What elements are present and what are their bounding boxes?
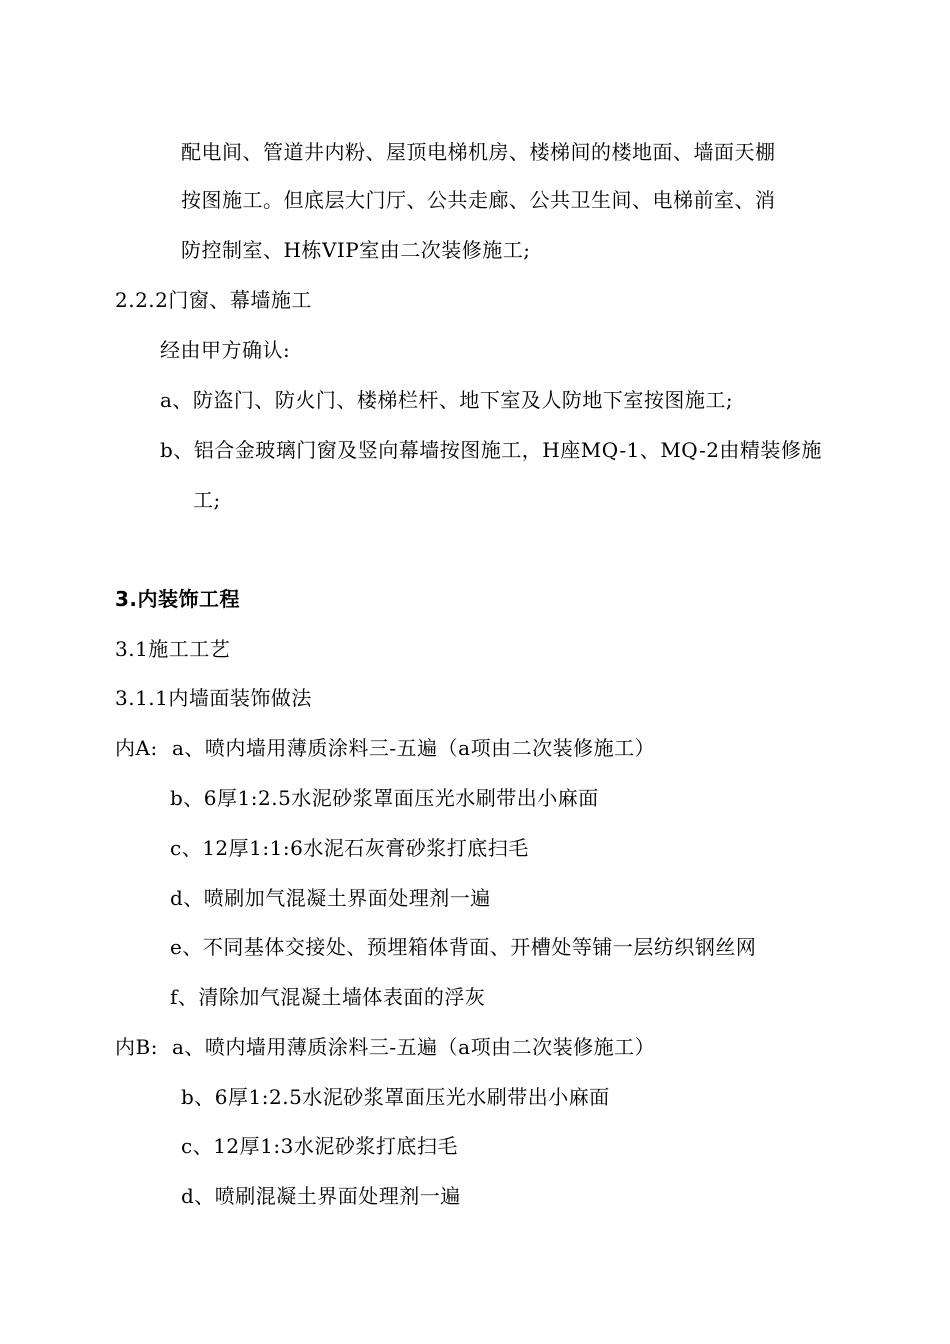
nei-a-label: 内A: <box>115 736 158 760</box>
nei-a-item: d、喷刷加气混凝土界面处理剂一遍 <box>170 886 491 910</box>
section-heading-3: 3.内装饰工程 <box>115 587 241 611</box>
nei-a-item: b、6厚1:2.5水泥砂浆罩面压光水刷带出小麻面 <box>170 786 599 810</box>
nei-b-label: 内B: <box>115 1035 158 1059</box>
section-heading-3-1: 3.1施工工艺 <box>115 637 231 661</box>
nei-a-item: e、不同基体交接处、预埋箱体背面、开槽处等铺一层纺织钢丝网 <box>170 935 757 959</box>
intro-text: 经由甲方确认: <box>160 338 291 362</box>
paragraph-line: 按图施工。但底层大门厅、公共走廊、公共卫生间、电梯前室、消 <box>181 188 776 212</box>
section-heading-3-1-1: 3.1.1内墙面装饰做法 <box>115 686 312 710</box>
nei-b-item: d、喷刷混凝土界面处理剂一遍 <box>181 1184 461 1208</box>
nei-b-item: a、喷内墙用薄质涂料三-五遍（a项由二次装修施工） <box>172 1035 656 1059</box>
paragraph-line: 防控制室、H栋VIP室由二次装修施工; <box>181 238 531 262</box>
list-item-a: a、防盗门、防火门、楼梯栏杆、地下室及人防地下室按图施工; <box>160 388 734 412</box>
nei-a-item: a、喷内墙用薄质涂料三-五遍（a项由二次装修施工） <box>172 736 656 760</box>
list-item-b-continued: 工; <box>193 488 221 512</box>
nei-a-item: f、清除加气混凝土墙体表面的浮灰 <box>170 985 486 1009</box>
nei-b-item: b、6厚1:2.5水泥砂浆罩面压光水刷带出小麻面 <box>181 1085 610 1109</box>
list-item-b: b、铝合金玻璃门窗及竖向幕墙按图施工，H座MQ-1、MQ-2由精装修施 <box>160 438 822 462</box>
paragraph-line: 配电间、管道井内粉、屋顶电梯机房、楼梯间的楼地面、墙面天棚 <box>181 140 776 164</box>
nei-b-item: c、12厚1:3水泥砂浆打底扫毛 <box>181 1134 458 1158</box>
section-heading-2-2-2: 2.2.2门窗、幕墙施工 <box>115 288 312 312</box>
nei-a-item: c、12厚1:1:6水泥石灰膏砂浆打底扫毛 <box>170 836 529 860</box>
